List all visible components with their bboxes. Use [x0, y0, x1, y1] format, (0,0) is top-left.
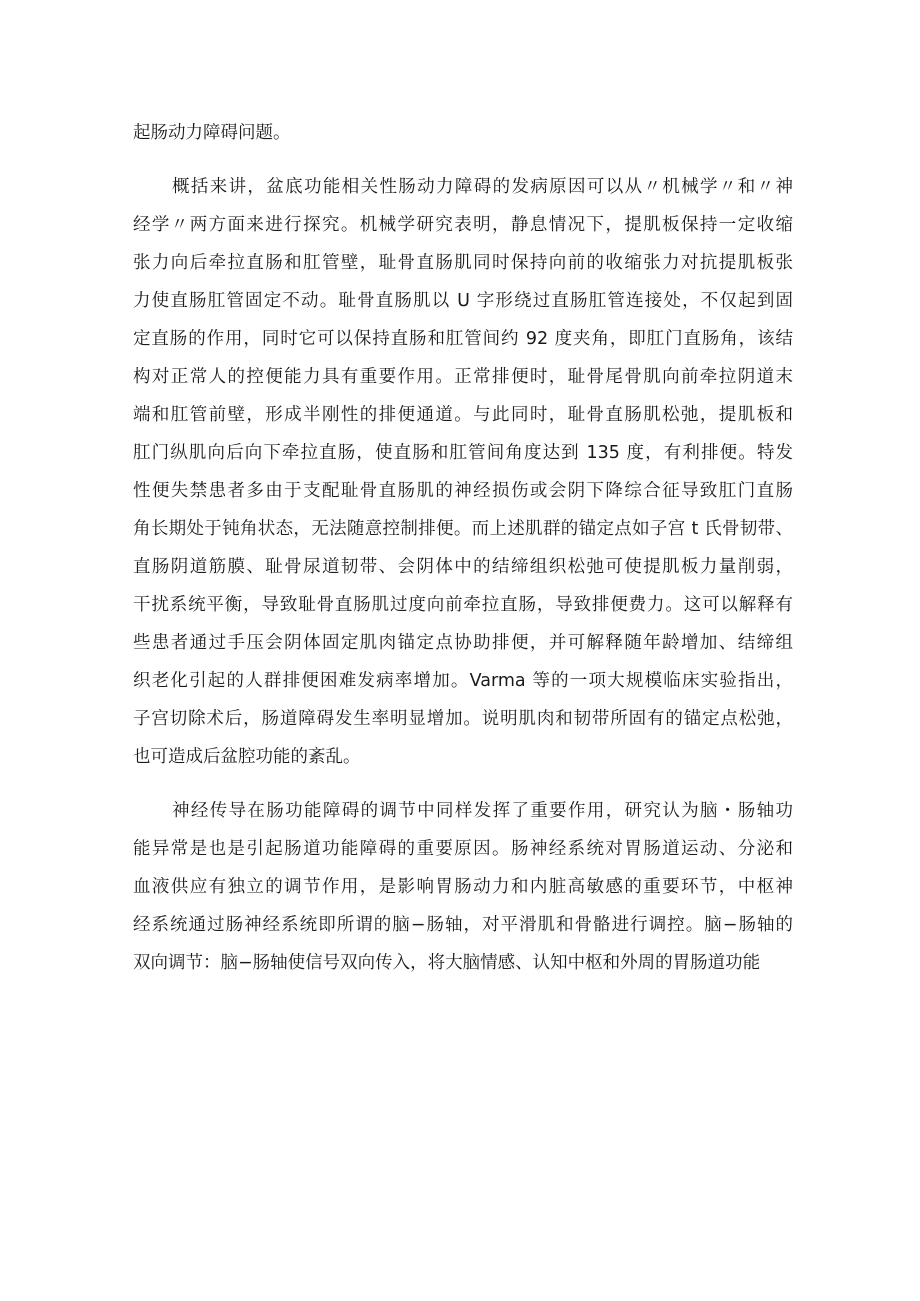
paragraph	[133, 114, 793, 152]
text-line: 构对正常人的控便能力具有重要作用。正常排便时，耻骨尾骨肌向前牵拉阴道末	[133, 367, 793, 387]
text-line: 血液供应有独立的调节作用，是影响胃肠动力和内脏高敏感的重要环节，中枢神	[133, 877, 793, 897]
text-line: 干扰系统平衡，导致耻骨直肠肌过度向前牵拉直肠，导致排便费力。这可以解释有	[133, 595, 793, 615]
text-line: 定直肠的作用，同时它可以保持直肠和肛管间约 92 度夹角，即肛门直肠角，该结	[133, 329, 793, 349]
text-line: 起肠动力障碍问题。	[133, 123, 291, 143]
text-line: 神经传导在肠功能障碍的调节中同样发挥了重要作用，研究认为脑・肠轴功	[172, 801, 793, 821]
paragraph-gap	[133, 776, 793, 792]
text-line: 些患者通过手压会阴体固定肌肉锚定点协助排便，并可解释随年龄增加、结缔组	[133, 633, 793, 653]
text-line: 张力向后牵拉直肠和肛管壁，耻骨直肠肌同时保持向前的收缩张力对抗提肌板张	[133, 253, 793, 273]
text-line: 也可造成后盆腔功能的紊乱。	[133, 747, 361, 767]
text-line: 性便失禁患者多由于支配耻骨直肠肌的神经损伤或会阴下降综合征导致肛门直肠	[133, 481, 793, 501]
text-line: 概括来讲，盆底功能相关性肠动力障碍的发病原因可以从〃机械学〃和〃神	[172, 177, 793, 197]
text-line: 能异常是也是引起肠道功能障碍的重要原因。肠神经系统对胃肠道运动、分泌和	[133, 839, 793, 859]
text-line: 经系统通过肠神经系统即所谓的脑−肠轴，对平滑肌和骨骼进行调控。脑−肠轴的	[133, 915, 793, 935]
text-line: 直肠阴道筋膜、耻骨尿道韧带、会阴体中的结缔组织松弛可使提肌板力量削弱，	[133, 557, 793, 577]
text-line: 肛门纵肌向后向下牵拉直肠，使直肠和肛管间角度达到 135 度，有利排便。特发	[133, 443, 793, 463]
text-line: 经学〃两方面来进行探究。机械学研究表明，静息情况下，提肌板保持一定收缩	[133, 215, 793, 235]
paragraph	[133, 168, 793, 776]
text-line: 端和肛管前壁，形成半刚性的排便通道。与此同时，耻骨直肠肌松弛，提肌板和	[133, 405, 793, 425]
paragraph-gap	[133, 152, 793, 168]
body-text	[133, 114, 793, 982]
text-line: 角长期处于钝角状态，无法随意控制排便。而上述肌群的锚定点如子宫 t 氏骨韧带、	[133, 519, 793, 539]
text-line: 双向调节：脑−肠轴使信号双向传入，将大脑情感、认知中枢和外周的胃肠道功能	[133, 953, 761, 973]
text-line: 子宫切除术后，肠道障碍发生率明显增加。说明肌肉和韧带所固有的锚定点松弛，	[133, 709, 793, 729]
paragraph	[133, 792, 793, 982]
text-line: 力使直肠肛管固定不动。耻骨直肠肌以 U 字形绕过直肠肛管连接处，不仅起到固	[133, 291, 793, 311]
text-line: 织老化引起的人群排便困难发病率增加。Varma 等的一项大规模临床实验指出，	[133, 671, 793, 691]
